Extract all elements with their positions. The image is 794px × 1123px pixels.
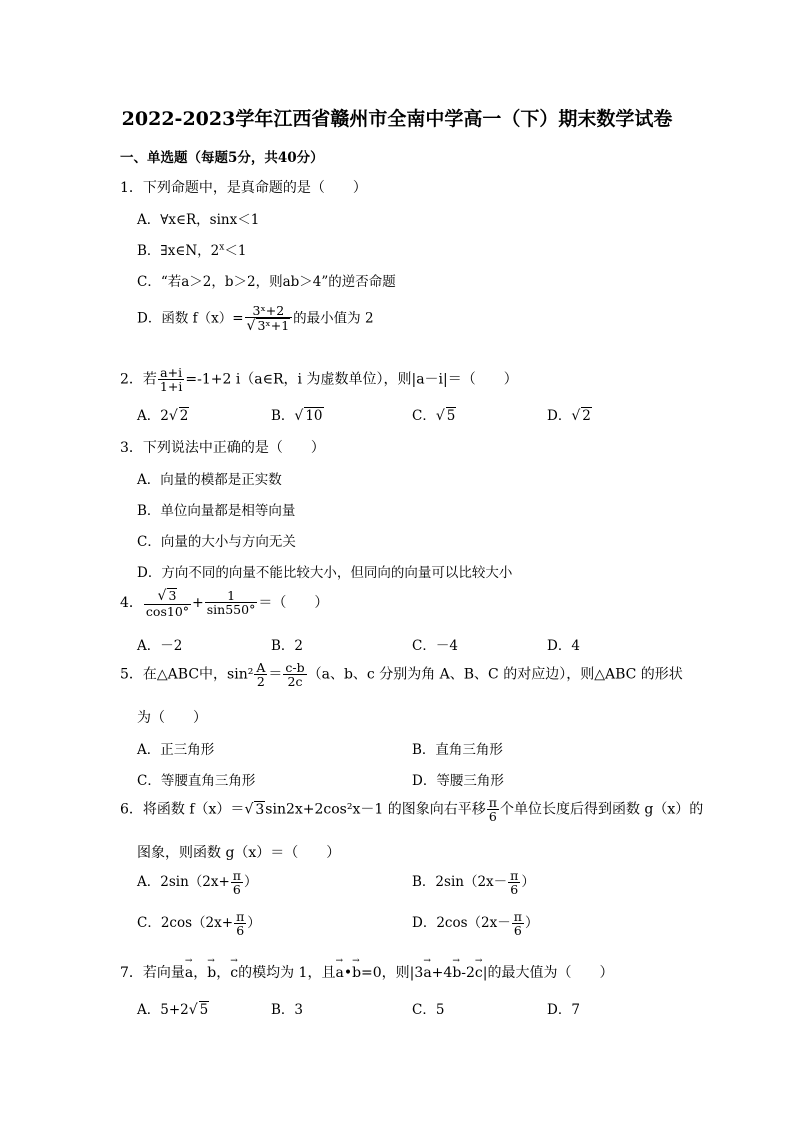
q4-fraction-1 <box>144 588 191 618</box>
q5-option-b: B．直角三角形 <box>412 742 503 758</box>
q6-option-c <box>137 910 261 937</box>
q6-middle: sin2x+2cos²x－1 的图象向右平移 <box>265 801 486 818</box>
q2-option-d <box>547 404 592 424</box>
fraction-numerator <box>144 588 191 605</box>
q6-option-a-fraction <box>231 869 243 896</box>
fraction-numerator: 1 <box>205 589 258 603</box>
q4-fraction-2 <box>205 589 258 616</box>
q2-suffix: =-1+2 i（a∈R，i 为虚数单位），则|a－i|＝（ ） <box>185 371 518 388</box>
sqrt-icon: √ <box>571 408 581 424</box>
q4-option-d: D．4 <box>547 638 580 654</box>
q1-option-b <box>137 239 246 259</box>
q2-prefix: 2．若 <box>120 371 157 388</box>
q6-option-b-text: B．2sin（2x－ <box>412 874 508 891</box>
fraction-denominator: 2c <box>287 674 303 690</box>
q4-suffix: ＝（ ） <box>258 594 329 611</box>
question-5-stem <box>120 661 683 688</box>
q6-option-a-text: A．2sin（2x+ <box>137 874 230 891</box>
fraction-denominator <box>245 318 293 334</box>
q7-option-c: C．5 <box>412 1002 445 1018</box>
fraction-denominator: sin550° <box>206 602 256 618</box>
q3-option-a: A．向量的模都是正实数 <box>137 472 282 488</box>
q7-option-a <box>137 998 209 1018</box>
fraction-numerator: π <box>513 909 522 924</box>
q5-suffix: （a、b、c 分别为角 A、B、C 的对应边），则△ABC 的形状 <box>307 666 683 683</box>
q4-option-b: B．2 <box>271 638 304 654</box>
q3-option-b: B．单位向量都是相等向量 <box>137 503 296 519</box>
q4-option-c: C．－4 <box>412 638 458 654</box>
q5-prefix: 5．在△ABC中，sin² <box>120 666 254 683</box>
vector-b: → b <box>352 965 361 981</box>
sqrt-icon: √ <box>188 1002 198 1018</box>
q3-option-d: D．方向不同的向量不能比较大小，但同向的向量可以比较大小 <box>137 565 513 581</box>
sqrt-icon: √ <box>157 588 167 604</box>
fraction-numerator: c-b <box>285 660 305 675</box>
q7-option-d: D．7 <box>547 1002 580 1018</box>
section-heading: 一、单选题（每题5分，共40分） <box>120 150 324 166</box>
q5-option-d: D．等腰三角形 <box>412 773 504 789</box>
fraction-denominator: 6 <box>232 882 241 898</box>
q5-option-a: A．正三角形 <box>137 742 215 758</box>
q7-zero: =0，则|3 <box>361 965 424 981</box>
q6-option-c-fraction <box>234 910 246 937</box>
q7-prefix: 7．若向量 <box>120 965 185 981</box>
q6-option-c-tail: ） <box>247 915 261 932</box>
q7-sep-2: ， <box>216 965 231 981</box>
q2-option-a-text: A．2 <box>137 408 169 424</box>
vector-b: → b <box>207 965 216 981</box>
sqrt-radicand: 2 <box>582 408 591 424</box>
fraction-denominator: cos10° <box>145 603 190 619</box>
q1-option-c: C．“若a＞2，b＞2，则ab＞4”的逆否命题 <box>137 274 396 290</box>
fraction-numerator: π <box>236 909 245 924</box>
q6-option-d-fraction <box>512 910 524 937</box>
q1-option-a: A．∀x∈R，sinx＜1 <box>137 212 260 228</box>
q4-option-a: A．－2 <box>137 638 183 654</box>
sqrt-icon: √ <box>168 408 178 424</box>
q7-middle: 的模均为 1，且 <box>238 965 336 981</box>
vector-b: → b <box>452 965 461 981</box>
sqrt-radicand: 5 <box>446 408 456 424</box>
sqrt-radicand: 3 <box>255 801 265 818</box>
sqrt-icon: √ <box>435 408 445 424</box>
question-7-stem <box>120 962 613 982</box>
q5-fraction-2 <box>283 661 306 688</box>
fraction-denominator: 6 <box>513 923 522 939</box>
sqrt-icon: √ <box>294 408 304 424</box>
q1-option-b-exponent: x <box>219 242 225 253</box>
fraction-numerator: π <box>510 868 519 883</box>
vector-a: → a <box>335 965 343 981</box>
q7-option-a-text: A．5+2 <box>137 1002 189 1018</box>
q2-option-c <box>412 404 456 424</box>
q6-option-d-text: D．2cos（2x－ <box>412 915 511 932</box>
q7-dot: • <box>343 965 353 981</box>
fraction-denominator: 6 <box>236 923 245 939</box>
fraction-numerator: 3ˣ+2 <box>245 304 293 318</box>
fraction-denominator: 2 <box>256 674 265 690</box>
q1-option-d-fraction <box>245 304 293 334</box>
sqrt-radicand: 10 <box>305 408 323 424</box>
q6-option-b-tail: ） <box>521 874 535 891</box>
vector-a: → a <box>423 965 431 981</box>
vector-c: → c <box>475 965 483 981</box>
q1-option-b-tail: ＜1 <box>224 243 247 259</box>
sqrt-radicand: 3ˣ+1 <box>257 318 290 334</box>
q6-option-d-tail: ） <box>524 915 539 932</box>
question-6-line-2: 图象，则函数 g（x）＝（ ） <box>137 845 341 861</box>
q6-option-d <box>412 910 538 937</box>
q2-option-a <box>137 404 189 424</box>
q6-suffix: 个单位长度后得到函数 g（x）的 <box>499 801 704 818</box>
fraction-numerator: a+i <box>158 366 184 380</box>
question-1-stem: 1．下列命题中，是真命题的是（ ） <box>120 180 367 196</box>
question-6-stem <box>120 796 703 823</box>
q2-option-c-text: C． <box>412 408 436 424</box>
fraction-numerator: π <box>488 795 497 810</box>
fraction-denominator: 6 <box>488 809 497 825</box>
fraction-denominator: 1+i <box>159 379 183 395</box>
q7-option-b: B．3 <box>271 1002 304 1018</box>
sqrt-radicand: 2 <box>179 408 189 424</box>
question-3-stem: 3．下列说法中正确的是（ ） <box>120 440 325 456</box>
q6-option-c-text: C．2cos（2x+ <box>137 915 234 932</box>
sqrt-radicand: 3 <box>168 588 177 603</box>
q6-fraction <box>487 796 499 823</box>
q2-option-d-text: D． <box>547 408 572 424</box>
q1-option-d-text: D．函数 f（x）= <box>137 310 244 327</box>
q4-prefix: 4． <box>120 594 143 611</box>
q5-equals: ＝ <box>268 666 283 683</box>
fraction-numerator: A <box>256 660 266 675</box>
q7-suffix: |的最大值为（ ） <box>482 965 614 981</box>
q5-option-c: C．等腰直角三角形 <box>137 773 256 789</box>
q1-option-b-text: B．∃x∈N，2 <box>137 243 220 259</box>
q7-plus4: +4 <box>431 965 453 981</box>
q2-option-b-text: B． <box>271 408 295 424</box>
q5-fraction-1 <box>254 661 267 688</box>
question-4-stem <box>120 588 328 618</box>
q2-option-b <box>271 404 324 424</box>
question-5-line-2: 为（ ） <box>137 710 207 726</box>
q6-option-a <box>137 869 258 896</box>
sqrt-icon: √ <box>246 318 256 335</box>
page-title: 2022-2023学年江西省赣州市全南中学高一（下）期末数学试卷 <box>121 108 673 130</box>
fraction-denominator: 6 <box>510 882 519 898</box>
q6-option-b-fraction <box>508 869 520 896</box>
q3-option-c: C．向量的大小与方向无关 <box>137 534 296 550</box>
sqrt-icon: √ <box>244 801 254 818</box>
q7-sep-1: ， <box>193 965 208 981</box>
q1-option-d <box>137 304 374 334</box>
question-2-stem <box>120 366 518 393</box>
sqrt-radicand: 5 <box>199 1002 209 1018</box>
q6-prefix: 6．将函数 f（x）＝ <box>120 801 245 818</box>
vector-c: → c <box>230 965 238 981</box>
q6-option-b <box>412 869 535 896</box>
q7-minus2: -2 <box>461 965 475 981</box>
q2-fraction <box>158 366 184 393</box>
vector-a: → a <box>185 965 193 981</box>
q1-option-d-tail: 的最小值为 2 <box>293 310 374 327</box>
q4-plus: + <box>192 594 204 611</box>
fraction-numerator: π <box>232 868 242 883</box>
q6-option-a-tail: ） <box>244 874 258 891</box>
